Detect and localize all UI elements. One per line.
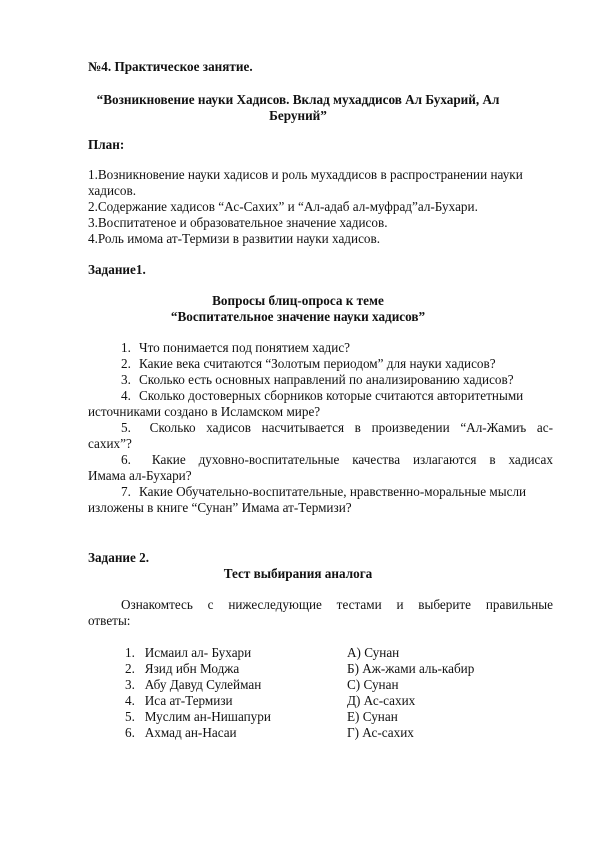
- plan-item: 3.Воспитатеное и образовательное значение хадисов.: [88, 215, 388, 230]
- question-item: 3. Сколько есть основных направлений по анализированию хадисов?: [121, 372, 514, 387]
- match-left-item: 1. Исмаил ал- Бухари: [125, 645, 252, 660]
- task2-heading: Задание 2.: [88, 550, 150, 565]
- instruction-line-2: ответы:: [88, 613, 131, 628]
- question-item: 5. Сколько хадисов насчитывается в произведении “Ал-Жамиъ ас-: [121, 420, 553, 435]
- question-continuation: Имама ал-Бухари?: [88, 468, 192, 483]
- question-item: 1. Что понимается под понятием хадис?: [121, 340, 351, 355]
- plan-item: 1.Возникновение науки хадисов и роль мухаддисов в распространении науки: [88, 167, 523, 182]
- match-right-item: Б) Аж-жами аль-кабир: [347, 661, 475, 676]
- question-item: 4. Сколько достоверных сборников которые считаются авторитетными: [121, 388, 524, 403]
- plan-item: хадисов.: [88, 183, 137, 198]
- subtitle-line-2: Беруний”: [269, 108, 327, 123]
- match-left-item: 6. Ахмад ан-Насаи: [125, 725, 237, 740]
- question-item: 2. Какие века считаются “Золотым периодом” для науки хадисов?: [121, 356, 496, 371]
- question-continuation: источниками создано в Исламском мире?: [88, 404, 321, 419]
- match-left-item: 4. Иса ат-Термизи: [125, 693, 233, 708]
- question-item: 6. Какие духовно-воспитательные качества излагаются в хадисах: [121, 452, 554, 467]
- match-right-item: А) Сунан: [347, 645, 400, 660]
- plan-item: 4.Роль имома ат-Термизи в развитии науки хадисов.: [88, 231, 381, 246]
- quiz-title-line-2: “Воспитательное значение науки хадисов”: [170, 309, 426, 324]
- match-right-item: Е) Сунан: [347, 709, 398, 724]
- match-left-item: 3. Абу Давуд Сулейман: [125, 677, 262, 692]
- question-continuation: сахих”?: [88, 436, 132, 451]
- match-left-item: 5. Муслим ан-Нишапури: [125, 709, 271, 724]
- plan-heading: План:: [88, 137, 125, 152]
- match-right-item: Г) Ас-сахих: [347, 725, 414, 740]
- match-right-item: С) Сунан: [347, 677, 399, 692]
- match-right-item: Д) Ас-сахих: [347, 693, 416, 708]
- quiz-title-line-1: Вопросы блиц-опроса к теме: [212, 293, 384, 308]
- subtitle-line-1: “Возникновение науки Хадисов. Вклад мухаддисов Ал Бухарий, Ал: [96, 92, 500, 107]
- plan-item: 2.Содержание хадисов “Ас-Сахих” и “Ал-адаб ал-муфрад”ал-Бухари.: [88, 199, 478, 214]
- question-item: 7. Какие Обучательно-воспитательные, нравственно-моральные мысли: [121, 484, 527, 499]
- page-title: №4. Практическое занятие.: [88, 59, 253, 74]
- question-continuation: изложены в книге “Сунан” Имама ат-Термизи?: [88, 500, 352, 515]
- task1-heading: Задание1.: [88, 262, 146, 277]
- instruction-line-1: Ознакомтесь с нижеследующие тестами и выберите правильные: [121, 597, 553, 612]
- test-title: Тест выбирания аналога: [223, 566, 373, 581]
- match-left-item: 2. Язид ибн Моджа: [125, 661, 240, 676]
